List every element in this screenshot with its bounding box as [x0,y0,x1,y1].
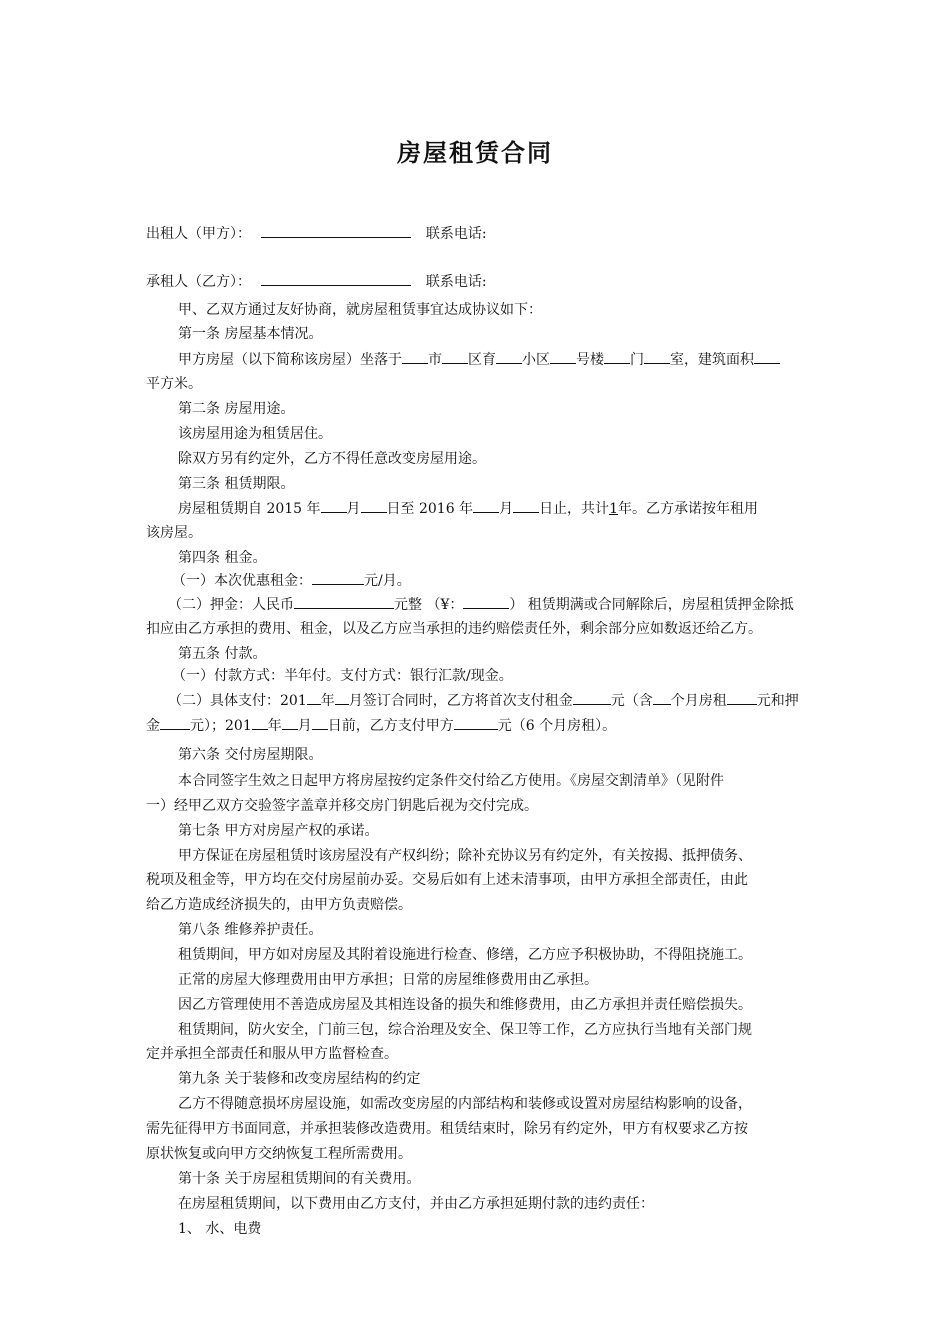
article-5-line-3 [146,715,846,736]
text-span: （二）具体支付：201 [168,693,307,709]
text-span: 年 [320,693,335,709]
month-blank[interactable] [335,690,349,705]
article-2-title: 第二条 房屋用途。 [178,401,295,417]
lessee-label: 承租人（乙方）： [146,274,251,290]
year-2-blank[interactable] [252,715,268,730]
district-blank[interactable] [442,349,468,364]
article-7-title: 第七条 甲方对房屋产权的承诺。 [178,823,379,839]
unit-blank[interactable] [604,349,630,364]
article-6-line-1: 本合同签字生效之日起甲方将房屋按约定条件交付给乙方使用。《房屋交割清单》（见附件 [178,773,724,789]
article-10-line-1: 在房屋租赁期间，以下费用由乙方支付，并由乙方承担延期付款的违约责任： [178,1196,654,1212]
text-span: 元整 （¥： [394,597,464,613]
day-2-blank[interactable] [312,715,328,730]
text-span: 小区 [522,352,550,368]
first-rent-blank[interactable] [573,690,611,705]
text-span: 区育 [468,352,496,368]
article-9-title: 第九条 关于装修和改变房屋结构的约定 [178,1071,421,1087]
article-9-line-3: 原状恢复或向甲方交纳恢复工程所需费用。 [146,1146,412,1162]
text-span: 金 [146,718,160,734]
article-4-line-3: 扣应由乙方承担的费用、租金，以及乙方应当承担的违约赔偿责任外，剩余部分应如数返还给乙方。 [146,621,762,637]
article-1-line-2: 平方米。 [146,376,202,392]
area-blank[interactable] [754,349,780,364]
article-8-line-4: 租赁期间，防火安全，门前三包，综合治理及安全、保卫等工作，乙方应执行当地有关部门规 [178,1022,752,1038]
article-10-item-1: 1、 水、电费 [178,1221,262,1237]
article-7-line-1: 甲方保证在房屋租赁时该房屋没有产权纠纷；除补充协议另有约定外，有关按揭、抵押债务、 [178,848,752,864]
article-1-title: 第一条 房屋基本情况。 [178,326,323,342]
start-day-blank[interactable] [361,498,387,513]
text-span: 门 [630,352,644,368]
text-span: 年。乙方承诺按年租用 [617,501,758,517]
text-span: 市 [428,352,442,368]
intro-line: 甲、乙双方通过友好协商，就房屋租赁事宜达成协议如下： [178,302,542,318]
article-8-title: 第八条 维修养护责任。 [178,922,323,938]
text-span: 房屋租赁期自 2015 年 [178,501,321,517]
text-span: 元/月。 [364,573,411,589]
month-2-blank[interactable] [282,715,298,730]
lessee-phone-label: 联系电话: [425,274,487,290]
article-8-line-5: 定并承担全部责任和服从甲方监督检查。 [146,1046,398,1062]
text-span: 日止，共计 [539,501,610,517]
text-span: 个月房租 [670,693,727,709]
article-8-line-2: 正常的房屋大修理费用由甲方承担；日常的房屋维修费用由乙承担。 [178,972,598,988]
article-2-line-2: 除双方另有约定外，乙方不得任意改变房屋用途。 [178,451,486,467]
community-blank[interactable] [496,349,522,364]
text-span: 年 [267,718,282,734]
text-span: 月 [297,718,312,734]
article-4-title: 第四条 租金。 [178,550,267,566]
article-9-line-2: 需先征得甲方书面同意，并承担装修改造费用。租赁结束时，除另有约定外，甲方有权要求乙方按 [146,1121,748,1137]
text-span: （二）押金：人民币 [168,597,294,613]
year-blank[interactable] [307,690,321,705]
article-3-line-1 [178,498,878,519]
lessor-name-blank[interactable] [261,223,411,238]
lessor-phone-label: 联系电话: [425,226,487,242]
article-1-line-1 [178,349,878,370]
text-span: 月 [499,501,514,517]
text-span: 甲方房屋（以下简称该房屋）坐落于 [178,352,402,368]
article-8-line-1: 租赁期间，甲方如对房屋及其附着设施进行检查、修缮，乙方应予积极协助，不得阻挠施工。 [178,947,752,963]
rent-amount-blank[interactable] [727,690,757,705]
text-span: 元（6 个月房租）。 [497,718,617,734]
text-span: 元（含 [610,693,653,709]
lessee-name-blank[interactable] [261,271,411,286]
term-years: 1 [609,501,618,517]
text-span: 日前，乙方支付甲方 [327,718,454,734]
text-span: （一）本次优惠租金： [172,573,312,589]
text-span: 月签订合同时，乙方将首次支付租金 [348,693,573,709]
text-span: 元和押 [756,693,799,709]
text-span: 日至 2016 年 [386,501,474,517]
document-title: 房屋租赁合同 [397,138,553,167]
article-5-line-1: （一）付款方式：半年付。支付方式：银行汇款/现金。 [172,668,513,684]
text-span: 月 [346,501,361,517]
article-6-title: 第六条 交付房屋期限。 [178,747,323,763]
end-day-blank[interactable] [513,498,539,513]
article-3-line-2: 该房屋。 [146,525,202,541]
text-span: 室，建筑面积 [670,352,754,368]
deposit-amount-blank[interactable] [160,715,190,730]
city-blank[interactable] [402,349,428,364]
rent-blank[interactable] [312,570,364,585]
article-4-line-2 [168,594,868,615]
room-blank[interactable] [644,349,670,364]
text-span: ） 租赁期满或合同解除后，房屋租赁押金除抵 [509,597,794,613]
deposit-blank[interactable] [294,594,394,609]
article-6-line-2: 一）经甲乙双方交验签字盖章并移交房门钥匙后视为交付完成。 [146,798,538,814]
start-month-blank[interactable] [321,498,347,513]
text-span: 号楼 [576,352,604,368]
lessor-label: 出租人（甲方）： [146,226,251,242]
article-7-line-3: 给乙方造成经济损失的，由甲方负责赔偿。 [146,897,412,913]
article-9-line-1: 乙方不得随意损坏房屋设施，如需改变房屋的内部结构和装修或设置对房屋结构影响的设备， [178,1096,752,1112]
article-8-line-3: 因乙方管理使用不善造成房屋及其相连设备的损失和维修费用，由乙方承担并责任赔偿损失。 [178,997,752,1013]
end-month-blank[interactable] [473,498,499,513]
deposit-figure-blank[interactable] [463,594,509,609]
article-7-line-2: 税项及租金等，甲方均在交付房屋前办妥。交易后如有上述未清事项，由甲方承担全部责任，由此 [146,872,748,888]
payment-blank[interactable] [454,715,498,730]
article-5-line-2 [168,690,868,711]
lessee-row [146,271,846,292]
article-4-line-1 [172,570,872,591]
building-blank[interactable] [550,349,576,364]
article-2-line-1: 该房屋用途为租赁居住。 [178,426,332,442]
article-5-title: 第五条 付款。 [178,646,267,662]
article-10-title: 第十条 关于房屋租赁期间的有关费用。 [178,1171,421,1187]
months-blank[interactable] [653,690,671,705]
text-span: 元）；201 [190,718,252,734]
lessor-row [146,223,846,244]
article-3-title: 第三条 租赁期限。 [178,476,295,492]
